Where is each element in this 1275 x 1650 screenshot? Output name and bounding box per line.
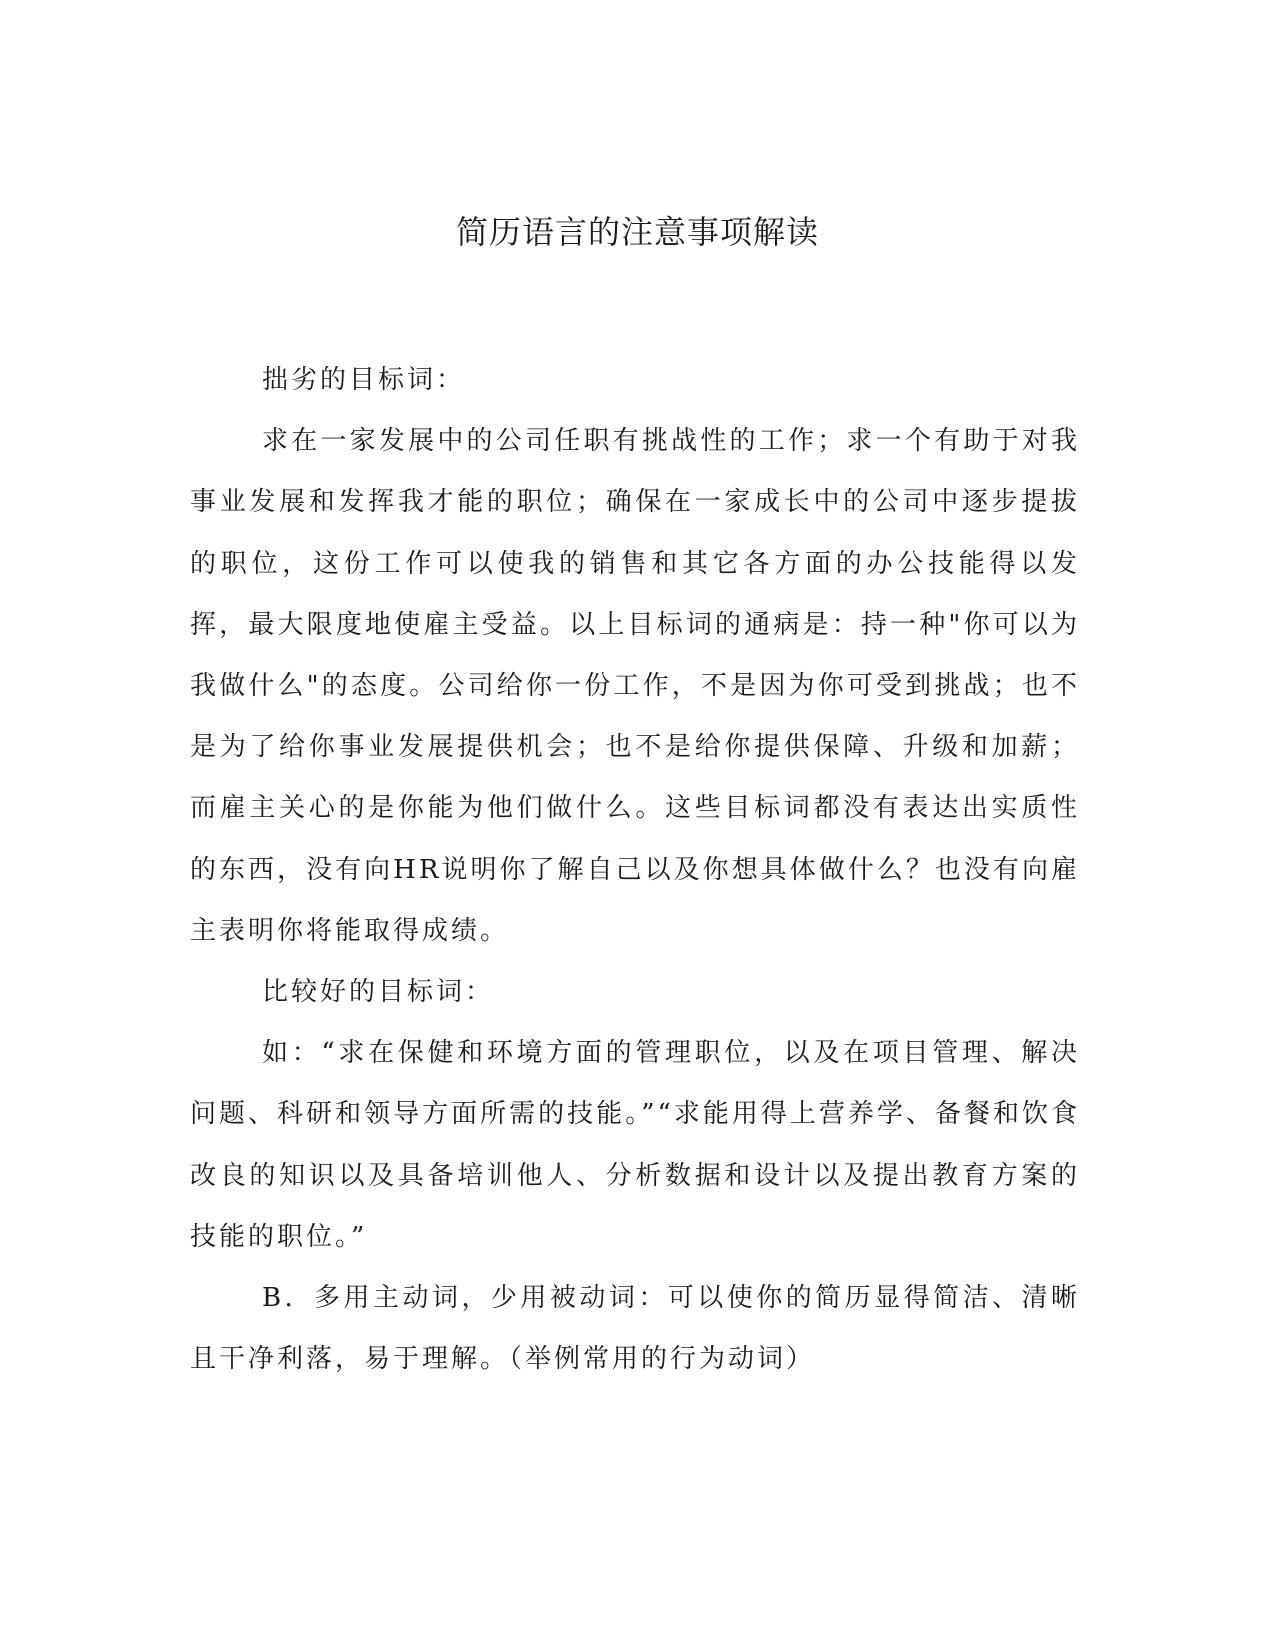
paragraph-active-verbs: B．多用主动词，少用被动词：可以使你的简历显得简洁、清晰且干净利落，易于理解。（举例常用的行为动词） (190, 1283, 1080, 1375)
page-title: 简历语言的注意事项解读 (455, 213, 819, 251)
document-body (190, 350, 1080, 1390)
paragraph-good-objective-heading: 比较好的目标词： (262, 977, 495, 1008)
paragraph-good-objective-examples: 如：“求在保健和环境方面的管理职位，以及在项目管理、解决问题、科研和领导方面所需的技能。”“求能用得上营养学、备餐和饮食改良的知识以及具备培训他人、分析数据和设计以及提出教育方案的技能的职位。” (190, 1038, 1080, 1252)
paragraph-poor-objective-heading: 拙劣的目标词： (262, 365, 466, 395)
paragraph-poor-objective-examples: 求在一家发展中的公司任职有挑战性的工作；求一个有助于对我事业发展和发挥我才能的职位；确保在一家成长中的公司中逐步提拔的职位，这份工作可以使我的销售和其它各方面的办公技能得以发挥，最大限度地使雇主受益。以上目标词的通病是：持一种"你可以为我做什么"的态度。公司给你一份工作，不是因为你可受到挑战；也不是为了给你事业发展提供机会；也不是给你提供保障、升级和加薪；而雇主关心的是你能为他们做什么。这些目标词都没有表达出实质性的东西，没有向HR说明你了解自己以及你想具体做什么？也没有向雇主表明你将能取得成绩。 (190, 426, 1080, 946)
